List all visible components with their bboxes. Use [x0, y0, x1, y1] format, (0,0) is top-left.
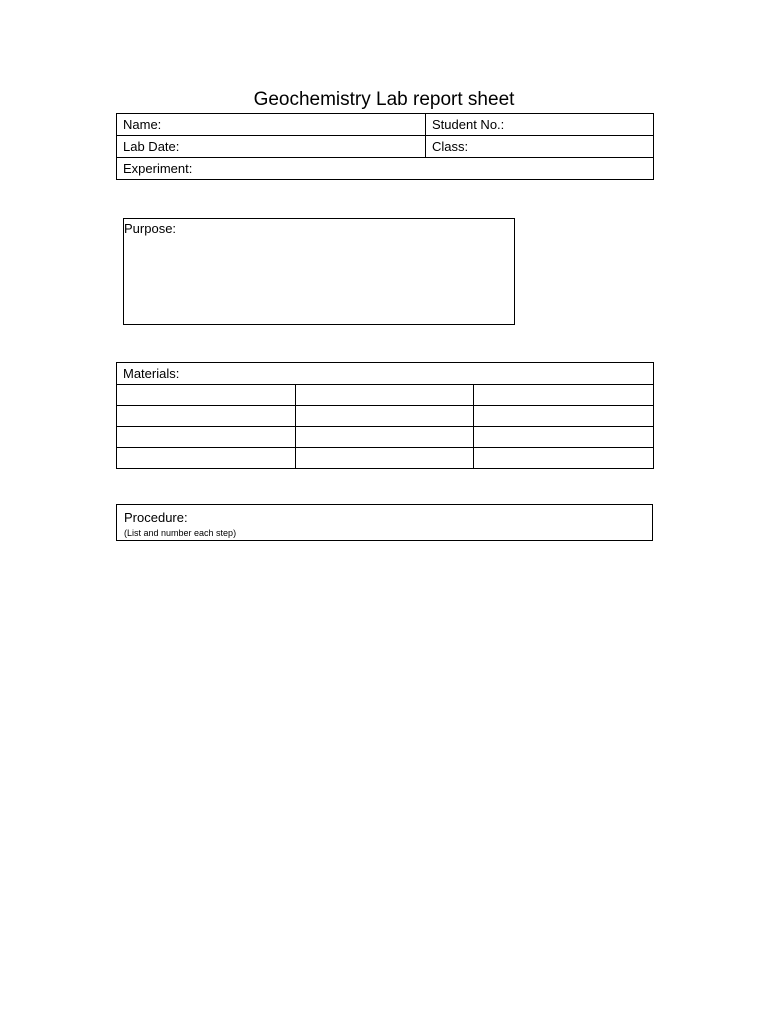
material-cell[interactable]: [117, 385, 296, 406]
name-field[interactable]: [117, 114, 426, 136]
material-cell[interactable]: [296, 406, 474, 427]
experiment-field[interactable]: [117, 158, 654, 180]
name-label: Name:: [123, 117, 162, 132]
materials-header: [117, 363, 654, 385]
table-row: [117, 448, 654, 469]
materials-table: [116, 362, 654, 469]
material-cell[interactable]: [296, 385, 474, 406]
lab-date-label: Lab Date:: [123, 139, 180, 154]
purpose-label: Purpose:: [124, 221, 177, 236]
procedure-box[interactable]: [116, 504, 653, 541]
student-info-table: [116, 113, 654, 180]
material-cell[interactable]: [117, 448, 296, 469]
material-cell[interactable]: [296, 448, 474, 469]
lab-date-field[interactable]: [117, 136, 426, 158]
student-no-label: Student No.:: [432, 117, 505, 132]
page-title: Geochemistry Lab report sheet: [253, 89, 515, 110]
material-cell[interactable]: [296, 427, 474, 448]
experiment-label: Experiment:: [123, 161, 193, 176]
table-row: [117, 385, 654, 406]
material-cell[interactable]: [117, 427, 296, 448]
material-cell[interactable]: [474, 385, 654, 406]
purpose-box[interactable]: [123, 218, 515, 325]
class-field[interactable]: [426, 136, 654, 158]
procedure-label: Procedure:: [124, 510, 188, 525]
material-cell[interactable]: [117, 406, 296, 427]
procedure-hint: (List and number each step): [124, 528, 237, 538]
material-cell[interactable]: [474, 448, 654, 469]
table-row: [117, 406, 654, 427]
student-no-field[interactable]: [426, 114, 654, 136]
table-row: [117, 427, 654, 448]
material-cell[interactable]: [474, 427, 654, 448]
materials-label: Materials:: [123, 366, 180, 381]
class-label: Class:: [432, 139, 469, 154]
material-cell[interactable]: [474, 406, 654, 427]
